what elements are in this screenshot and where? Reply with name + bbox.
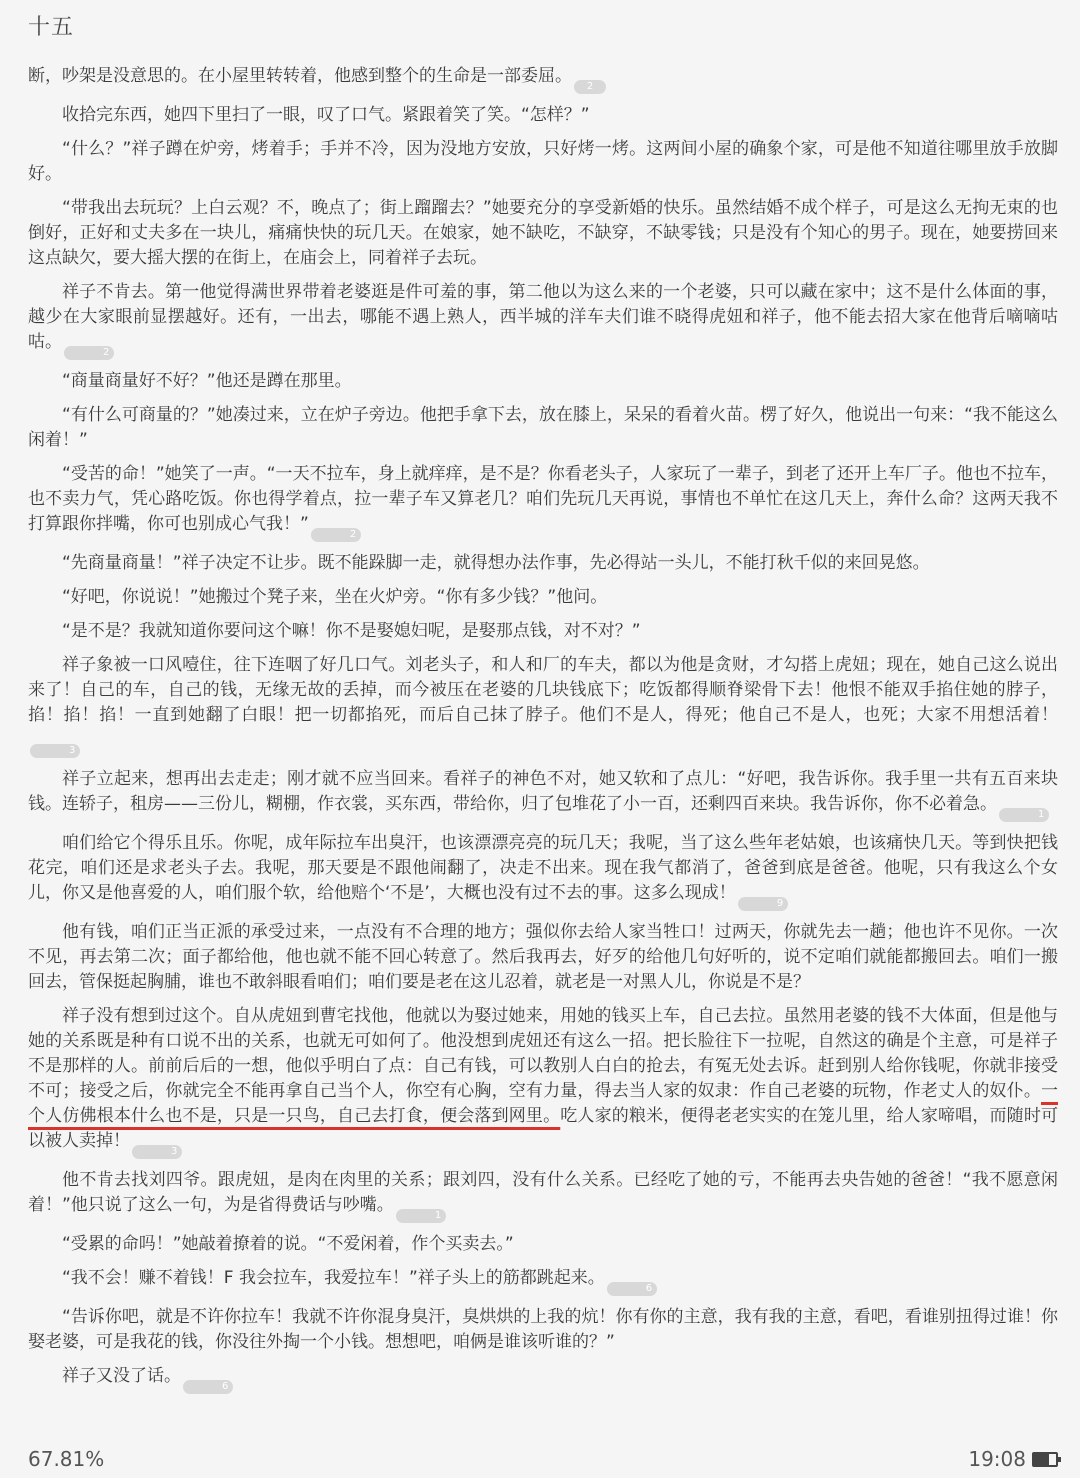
paragraph — [28, 767, 1058, 822]
paragraph — [28, 137, 1058, 187]
comment-count-badge[interactable]: 9 — [738, 897, 788, 911]
highlighted-text[interactable]: 一个人仿佛根本什么也不是，只是一只鸟，自己去打食，便会落到网里。 — [28, 1081, 1058, 1126]
paragraph-text-tail: 吃人家的粮米，便得老老实实的在笼儿里，给人家啼唱，而随时可以被人卖掉！ — [28, 1106, 1059, 1151]
paragraph — [28, 403, 1058, 453]
paragraph-text: 祥子立起来，想再出去走走；刚才就不应当回来。看祥子的神色不对，她又软和了点儿：“好吧，我告诉你。我手里一共有五百来块钱。连轿子，租房——三份儿，糊棚，作衣裳，买东西，带给你，归了包堆花了小一百，还剩四百来块。我告诉你，你不必着急。 — [28, 769, 1058, 814]
paragraph-text: 收拾完东西，她四下里扫了一眼，叹了口气。紧跟着笑了笑。“怎样？” — [62, 105, 590, 125]
paragraph-text: “有什么可商量的？”她凑过来，立在炉子旁边。他把手拿下去，放在膝上，呆呆的看着火苗。楞了好久，他说出一句来：“我不能这么闲着！” — [28, 405, 1058, 450]
paragraph-text: “带我出去玩玩？上白云观？不，晚点了；街上蹓蹓去？”她要充分的享受新婚的快乐。虽然结婚不成个样子，可是这么无拘无束的也倒好，正好和丈夫多在一块儿，痛痛快快的玩几天。在娘家，她不缺吃，不缺穿，不缺零钱；只是没有个知心的男子。现在，她要捞回来这点缺欠，要大摇大摆的在街上，在庙会上，同着祥子去玩。 — [28, 198, 1058, 268]
paragraph — [28, 1004, 1058, 1159]
paragraph-text: 祥子又没了话。 — [62, 1366, 181, 1386]
paragraph — [28, 551, 1058, 576]
paragraph — [28, 585, 1058, 610]
comment-count-badge[interactable]: 2 — [311, 528, 361, 542]
paragraph — [28, 831, 1058, 911]
paragraph — [28, 369, 1058, 394]
paragraph-text: “什么？”祥子蹲在炉旁，烤着手；手并不冷，因为没地方安放，只好烤一烤。这两间小屋的确象个家，可是他不知道往哪里放手放脚好。 — [28, 139, 1058, 184]
paragraph — [28, 920, 1058, 995]
battery-icon — [1032, 1452, 1058, 1467]
paragraph-text: 他有钱，咱们正当正派的承受过来，一点没有不合理的地方；强似你去给人家当牲口！过两天，你就先去一趟；他也许不见你。一次不见，再去第二次；面子都给他，他也就不能不回心转意了。然后我再去，好歹的给他几句好听的，说不定咱们就能都搬回去。咱们一搬回去，管保挺起胸脯，谁也不敢斜眼看咱们；咱们要是老在这儿忍着，就老是一对黑人儿，你说是不是？ — [28, 922, 1058, 992]
paragraph — [28, 1266, 1058, 1296]
comment-count-badge[interactable]: 3 — [132, 1145, 182, 1159]
comment-count-badge[interactable]: 2 — [64, 346, 114, 360]
paragraph-text: “告诉你吧，就是不许你拉车！我就不许你混身臭汗，臭烘烘的上我的炕！你有你的主意，我有我的主意，看吧，看谁别扭得过谁！你娶老婆，可是我花的钱，你没往外掏一个小钱。想想吧，咱俩是谁该听谁的？” — [28, 1307, 1058, 1352]
paragraph — [28, 64, 1058, 94]
paragraph — [28, 462, 1058, 542]
paragraph — [28, 1168, 1058, 1223]
paragraph-text: 断，吵架是没意思的。在小屋里转转着，他感到整个的生命是一部委屈。 — [28, 66, 572, 86]
comment-count-badge[interactable]: 2 — [574, 80, 606, 94]
comment-count-badge[interactable]: 6 — [607, 1282, 657, 1296]
paragraph-text: 祥子象被一口风噎住，往下连咽了好几口气。刘老头子，和人和厂的车夫，都以为他是贪财，才勾搭上虎妞；现在，她自己这么说出来了！自己的车，自己的钱，无缘无故的丢掉，而今被压在老婆的几块钱底下；吃饭都得顺脊梁骨下去！他恨不能双手掐住她的脖子，掐！掐！掐！一直到她翻了白眼！把一切都掐死，而后自己抹了脖子。他们不是人，得死；他自己不是人，也死；大家不用想活着！ — [28, 655, 1058, 725]
paragraph-text: “商量商量好不好？”他还是蹲在那里。 — [62, 371, 352, 391]
paragraph — [28, 619, 1058, 644]
reading-progress: 67.81% — [28, 1447, 105, 1471]
paragraph-text: 咱们给它个得乐且乐。你呢，成年际拉车出臭汗，也该漂漂亮亮的玩几天；我呢，当了这么些年老姑娘，也该痛快几天。等到快把钱花完，咱们还是求老头子去。我呢，那天要是不跟他闹翻了，决走不出来。现在我气都消了，爸爸到底是爸爸。他呢，只有我这么个女儿，你又是他喜爱的人，咱们服个软，给他赔个‘不是’，大概也没有过不去的事。这多么现成！ — [28, 833, 1058, 903]
paragraph — [28, 1232, 1058, 1257]
paragraph — [28, 1364, 1058, 1394]
paragraph — [28, 280, 1058, 360]
paragraph — [28, 103, 1058, 128]
comment-count-badge[interactable]: 3 — [30, 744, 80, 758]
paragraph — [28, 196, 1058, 271]
reader-content[interactable] — [28, 64, 1058, 1403]
clock-time: 19:08 — [968, 1447, 1026, 1471]
chapter-title: 十五 — [28, 15, 75, 40]
paragraph-text: 祥子没有想到过这个。自从虎妞到曹宅找他，他就以为娶过她来，用她的钱买上车，自己去拉。虽然用老婆的钱不大体面，但是他与她的关系既是种有口说不出的关系，也就无可如何了。他没想到虎妞还有这么一招。把长脸往下一拉呢，自然这的确是个主意，可是祥子不是那样的人。前前后后的一想，他似乎明白了点：自己有钱，可以教别人白白的抢去，有冤无处去诉。赶到别人给你钱呢，你就非接受不可；接受之后，你就完全不能再拿自己当个人，你空有心胸，空有力量，得去当人家的奴隶：作自己老婆的玩物，作老丈人的奴仆。 — [28, 1006, 1058, 1101]
status-area — [968, 1447, 1058, 1471]
paragraph-text: “先商量商量！”祥子决定不让步。既不能跺脚一走，就得想办法作事，先必得站一头儿，不能打秋千似的来回晃悠。 — [62, 553, 930, 573]
paragraph-text: “受苦的命！”她笑了一声。“一天不拉车，身上就痒痒，是不是？你看老头子，人家玩了一辈子，到老了还开上车厂子。他也不拉车，也不卖力气，凭心路吃饭。你也得学着点，拉一辈子车又算老几？咱们先玩几天再说，事情也不单忙在这几天上，奔什么命？这两天我不打算跟你拌嘴，你可也别成心气我！” — [28, 464, 1058, 534]
paragraph-text: “受累的命吗！”她敲着撩着的说。“不爱闲着，作个买卖去。” — [62, 1234, 514, 1254]
comment-count-badge[interactable]: 6 — [183, 1380, 233, 1394]
paragraph-text: 祥子不肯去。第一他觉得满世界带着老婆逛是件可羞的事，第二他以为这么来的一个老婆，只可以藏在家中；这不是什么体面的事，越少在大家眼前显摆越好。还有，一出去，哪能不遇上熟人，西半城的洋车夫们谁不晓得虎妞和祥子，他不能去招大家在他背后嘀嘀咕咕。 — [28, 282, 1058, 352]
paragraph-text: “是不是？我就知道你要问这个嘛！你不是娶媳妇呢，是娶那点钱，对不对？” — [62, 621, 641, 641]
comment-count-badge[interactable]: 1 — [396, 1209, 446, 1223]
paragraph — [28, 653, 1058, 758]
paragraph-text: “我不会！赚不着钱！F 我会拉车，我爱拉车！”祥子头上的筋都跳起来。 — [62, 1268, 605, 1288]
paragraph-text: “好吧，你说说！”她搬过个凳子来，坐在火炉旁。“你有多少钱？”他问。 — [62, 587, 608, 607]
paragraph-text: 他不肯去找刘四爷。跟虎妞，是肉在肉里的关系；跟刘四，没有什么关系。已经吃了她的亏，不能再去央告她的爸爸！“我不愿意闲着！”他只说了这么一句，为是省得费话与吵嘴。 — [28, 1170, 1058, 1215]
comment-count-badge[interactable]: 1 — [999, 808, 1049, 822]
paragraph — [28, 1305, 1058, 1355]
